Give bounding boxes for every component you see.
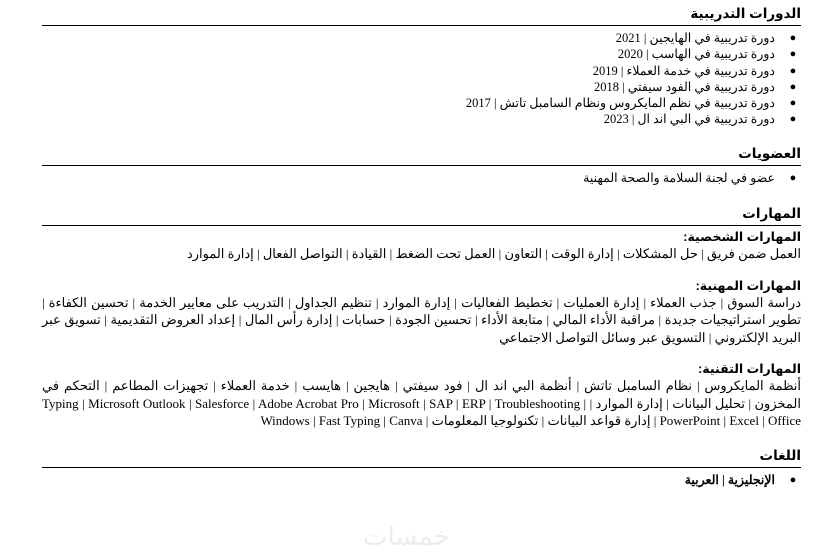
personal-skills-heading: المهارات الشخصية: [683, 230, 801, 245]
bullet-icon: ● [789, 48, 797, 61]
list-item: ● دورة تدريبية في الهايجين | 2021 [42, 30, 775, 46]
memberships-section [42, 146, 801, 186]
languages-divider [42, 467, 801, 468]
list-item: ● دورة تدريبية في الفود سيفتي | 2018 [42, 79, 775, 95]
skills-heading: المهارات [742, 206, 801, 222]
languages-list [42, 472, 801, 488]
list-item: ● عضو في لجنة السلامة والصحة المهنية [42, 170, 775, 186]
bullet-icon: ● [789, 473, 797, 486]
languages-section [42, 448, 801, 488]
list-item: ● دورة تدريبية في نظم المايكروس ونظام السامبل تاتش | 2017 [42, 95, 775, 111]
languages-heading: اللغات [759, 447, 801, 463]
courses-list [42, 30, 801, 128]
courses-section [42, 6, 801, 128]
courses-divider [42, 25, 801, 26]
skills-section [42, 206, 801, 430]
technical-skills-text: أنظمة المايكروس | نظام السامبل تاتش | أنظمة البي اند ال | فود سيفتي | هايجين | هايسب | خدمة العملاء | تجهيزات المطاعم | التحكم في المخزون | تحليل البيانات | إدارة الموارد | Typing | Microsoft Outlook | Salesforce | Adobe Acrobat Pro | Microsoft | SAP | ERP | Troubleshooting | PowerPoint | Excel | Office | إدارة قواعد البيانات | تكنولوجيا المعلومات | Windows | Fast Typing | Canva [42, 378, 801, 429]
list-item: ● دورة تدريبية في خدمة العملاء | 2019 [42, 63, 775, 79]
personal-skills-text: العمل ضمن فريق | حل المشكلات | إدارة الوقت | التعاون | العمل تحت الضغط | القيادة | التواصل الفعال | إدارة الموارد [186, 246, 801, 262]
watermark-logo: خمسات [363, 522, 450, 552]
list-item: ● الإنجليزية | العربية [42, 472, 775, 488]
courses-heading: الدورات التدريبية [690, 6, 801, 21]
list-item: ● دورة تدريبية في الهاسب | 2020 [42, 46, 775, 62]
bullet-icon: ● [789, 97, 797, 110]
memberships-divider [42, 165, 801, 166]
bullet-icon: ● [789, 64, 797, 77]
memberships-heading: العضويات [738, 145, 801, 161]
professional-skills-text: دراسة السوق | جذب العملاء | إدارة العمليات | تخطيط الفعاليات | إدارة الموارد | تنظيم الجداول | التدريب على معايير الخدمة | تحسين الكفاءة | تطوير استراتيجيات جديدة | مراقبة الأداء المالي | متابعة الأداء | تحسين الجودة | حسابات | إدارة رأس المال | إعداد العروض التقديمية | تسويق عبر البريد الإلكتروني | التسويق عبر وسائل التواصل الاجتماعي [42, 294, 801, 345]
technical-skills-heading: المهارات التقنية: [698, 362, 801, 377]
skills-divider [42, 225, 801, 226]
memberships-list [42, 170, 801, 186]
bullet-icon: ● [789, 113, 797, 126]
bullet-icon: ● [789, 32, 797, 44]
professional-skills-heading: المهارات المهنية: [695, 278, 801, 293]
bullet-icon: ● [789, 171, 797, 184]
list-item: ● دورة تدريبية في البي اند ال | 2023 [42, 111, 775, 127]
resume-page [42, 0, 801, 487]
bullet-icon: ● [789, 80, 797, 93]
